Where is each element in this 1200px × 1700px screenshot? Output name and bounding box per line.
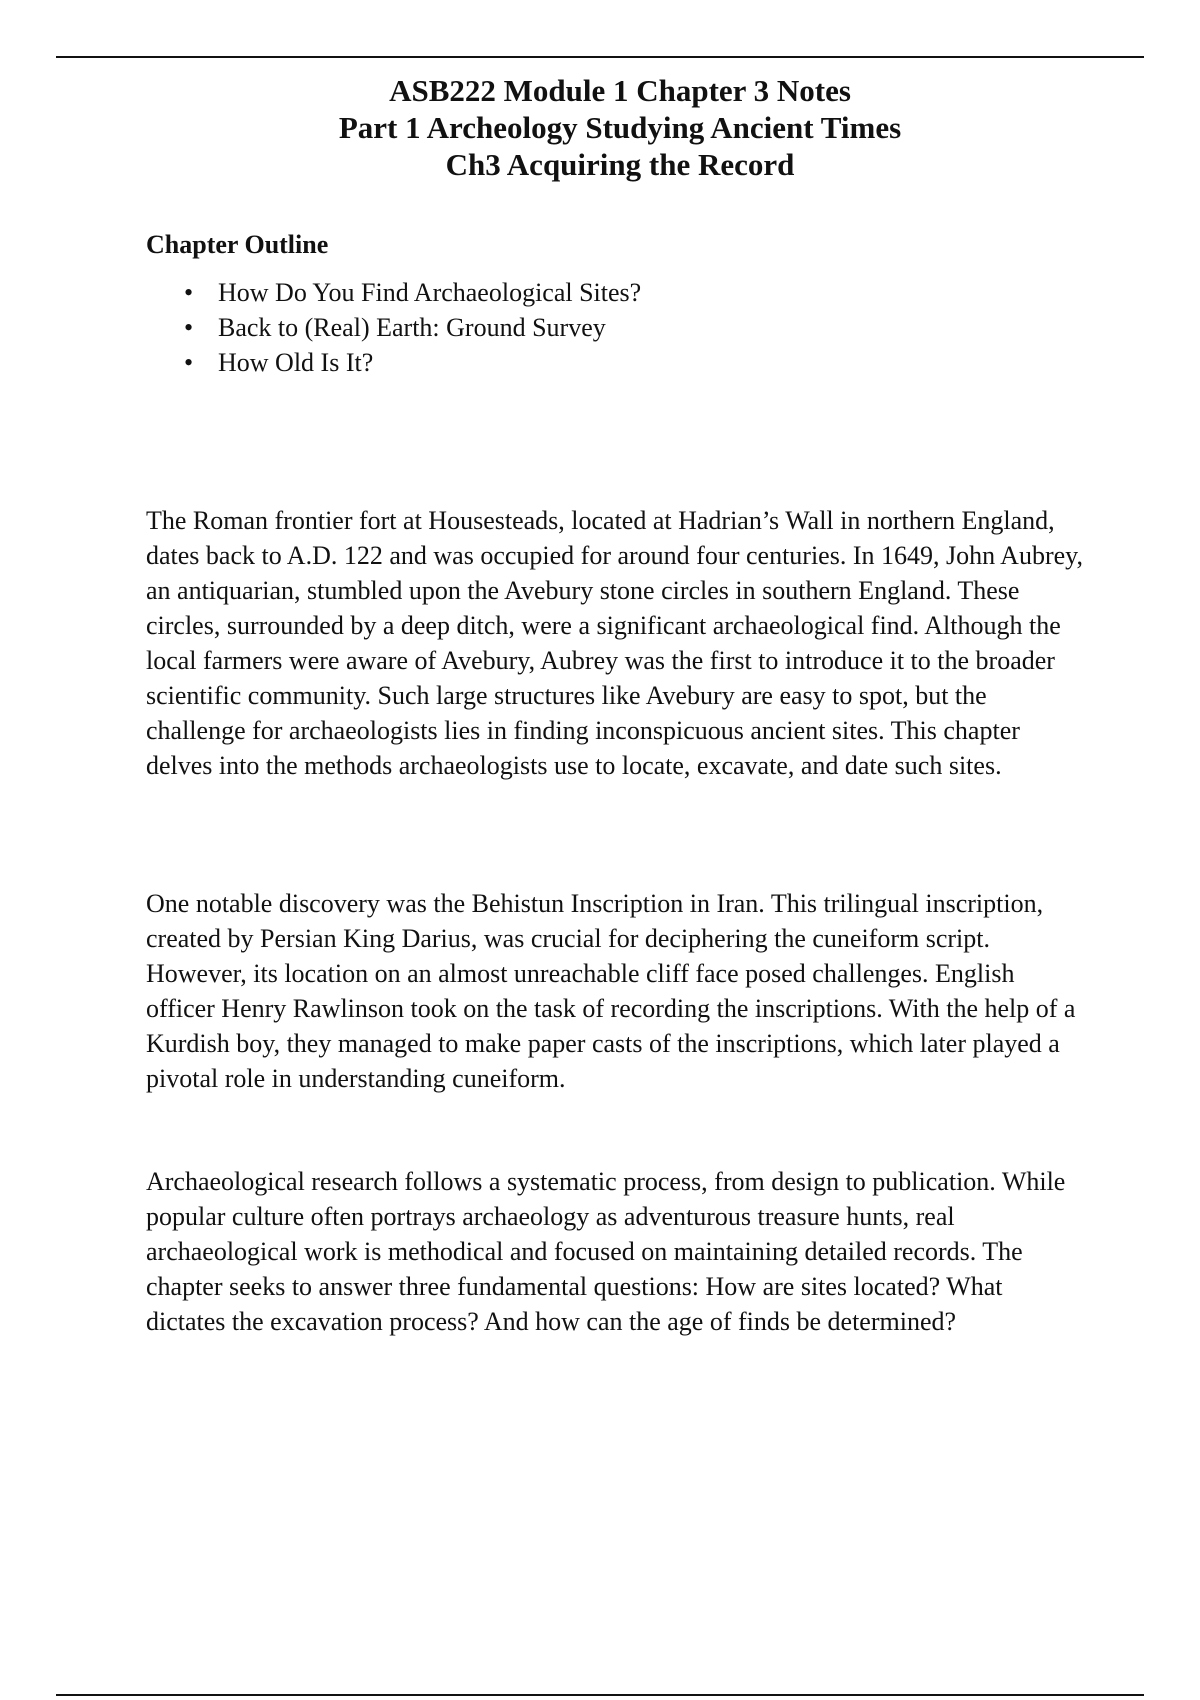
list-item-text: How Do You Find Archaeological Sites? — [218, 278, 642, 307]
title-line-2: Part 1 Archeology Studying Ancient Times — [338, 110, 902, 145]
document-title — [0, 72, 1200, 183]
title-line-1: ASB222 Module 1 Chapter 3 Notes — [389, 73, 851, 108]
bullet-icon: • — [184, 278, 194, 307]
list-item — [146, 275, 1086, 310]
bullet-icon: • — [184, 313, 194, 342]
list-item-text: Back to (Real) Earth: Ground Survey — [218, 313, 606, 342]
chapter-outline-section — [146, 225, 1086, 380]
list-item — [146, 345, 1086, 380]
title-line-3: Ch3 Acquiring the Record — [445, 147, 795, 182]
paragraph-research-process: Archaeological research follows a systematic process, from design to publication. While popular culture often portrays archaeology as adventurous treasure hunts, real archaeological work is methodical and focused on maintaining detailed records. The chapter seeks to answer three fundamental questions: How are sites located? What dictates the excavation process? And how can the age of finds be determined? — [146, 1167, 1066, 1336]
list-item — [146, 310, 1086, 345]
paragraph-behistun: One notable discovery was the Behistun Inscription in Iran. This trilingual inscription, created by Persian King Darius, was crucial for deciphering the cuneiform script. However, its location on an almost unreachable cliff face posed challenges. English officer Henry Rawlinson took on the task of recording the inscriptions. With the help of a Kurdish boy, they managed to make paper casts of the inscriptions, which later played a pivotal role in understanding cuneiform. — [146, 889, 1076, 1093]
bottom-divider — [56, 1694, 1144, 1696]
chapter-outline-heading: Chapter Outline — [146, 230, 329, 259]
top-divider — [56, 56, 1144, 58]
list-item-text: How Old Is It? — [218, 348, 374, 377]
bullet-icon: • — [184, 348, 194, 377]
paragraph-housesteads: The Roman frontier fort at Housesteads, located at Hadrian’s Wall in northern England, dates back to A.D. 122 and was occupied for around four centuries. In 1649, John Aubrey, an antiquarian, stumbled upon the Avebury stone circles in southern England. These circles, surrounded by a deep ditch, were a significant archaeological find. Although the local farmers were aware of Avebury, Aubrey was the first to introduce it to the broader scientific community. Such large structures like Avebury are easy to spot, but the challenge for archaeologists lies in finding inconspicuous ancient sites. This chapter delves into the methods archaeologists use to locate, excavate, and date such sites. — [146, 506, 1083, 780]
chapter-outline-list — [146, 275, 1086, 380]
